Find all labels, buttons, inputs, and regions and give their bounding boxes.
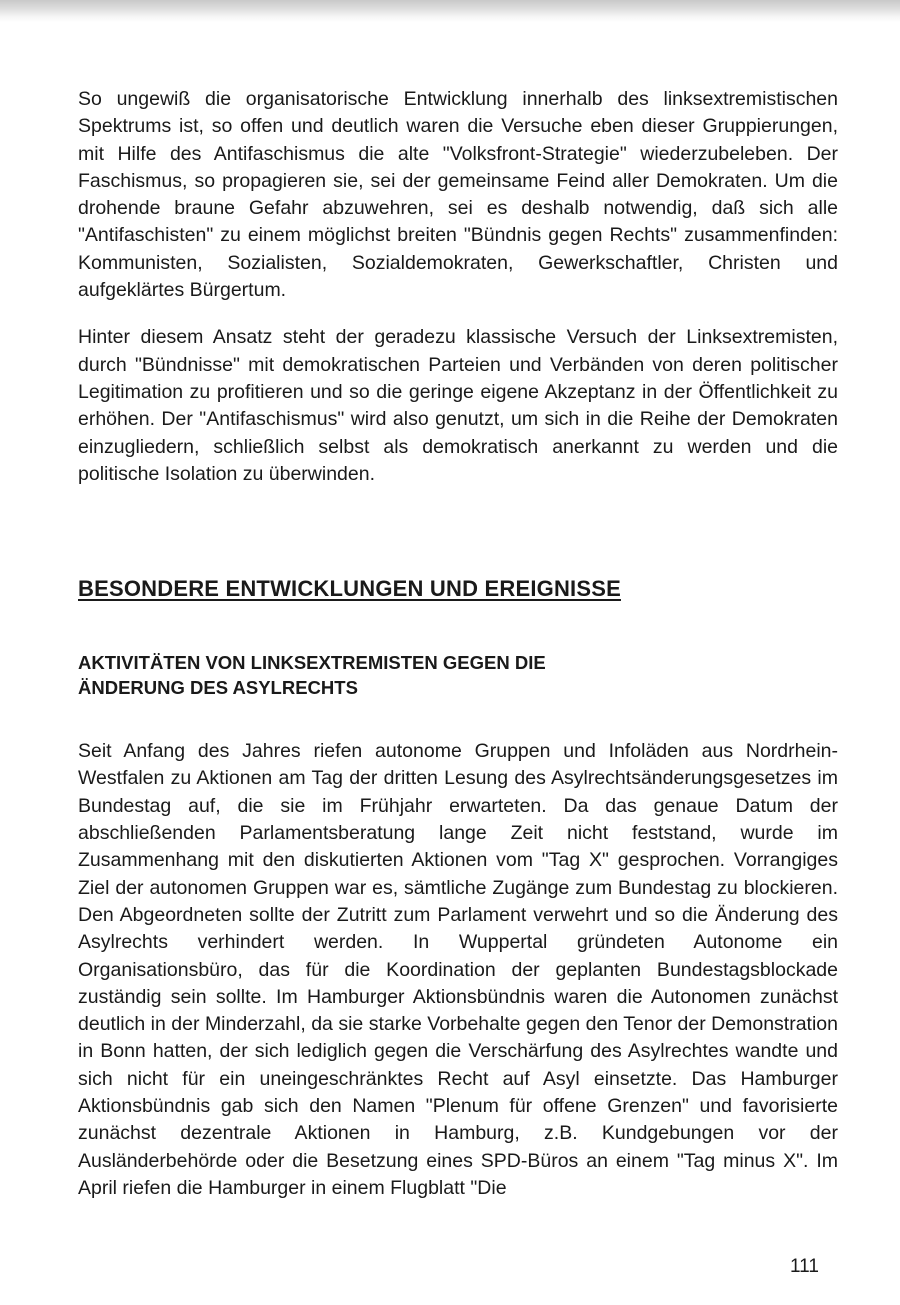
page-number: 111	[790, 1256, 819, 1277]
paragraph-alliances: Hinter diesem Ansatz steht der geradezu klassische Versuch der Linksextremisten, durch "Bündnisse" mit demokratischen Parteien und Verbänden von deren politischer Legitimation zu profitieren und so die geringe eigene Akzeptanz in der Öffentlichkeit zu erhöhen. Der "Antifaschismus" wird also genutzt, um sich in die Reihe der Demokraten einzugliedern, schließlich selbst als demokratisch anerkannt zu werden und die politische Isolation zu überwinden.	[78, 326, 838, 485]
paragraph-tag-x: Seit Anfang des Jahres riefen autonome Gruppen und Infoläden aus Nordrhein-Westfalen zu Aktionen am Tag der dritten Lesung des Asylrechtsänderungsgesetzes im Bundestag auf, die sie im Frühjahr erwarteten. Da das genaue Datum der abschließenden Parlamentsberatung lange Zeit nicht feststand, wurde im Zusammenhang mit den diskutierten Aktionen vom "Tag X" gesprochen. Vorrangiges Ziel der autonomen Gruppen war es, sämtliche Zugänge zum Bundestag zu blockieren. Den Abgeordneten sollte der Zutritt zum Parlament verwehrt und so die Änderung des Asylrechts verhindert werden. In Wuppertal gründeten Autonome ein Organisationsbüro, das für die Koordination der geplanten Bundestagsblockade zuständig sein sollte. Im Hamburger Aktionsbündnis waren die Autonomen zunächst deutlich in der Minderzahl, da sie starke Vorbehalte gegen den Tenor der Demonstration in Bonn hatten, der sich lediglich gegen die Verschärfung des Asylrechtes wandte und sich nicht für ein uneingeschränktes Recht auf Asyl einsetzte. Das Hamburger Aktionsbündnis gab sich den Namen "Plenum für offene Grenzen" und favorisierte zunächst dezentrale Aktionen in Hamburg, z.B. Kundgebungen vor der Ausländerbehörde oder die Besetzung eines SPD-Büros an einem "Tag minus X". Im April riefen die Hamburger in einem Flugblatt "Die	[78, 740, 838, 1199]
sub-heading: AKTIVITÄTEN VON LINKSEXTREMISTEN GEGEN DIE ÄNDERUNG DES ASYLRECHTS	[78, 652, 546, 699]
scan-top-edge	[0, 0, 900, 22]
document-page	[78, 86, 838, 1202]
paragraph-volksfront-strategy: So ungewiß die organisatorische Entwicklung innerhalb des linksextremistischen Spektrums ist, so offen und deutlich waren die Versuche eben dieser Gruppierungen, mit Hilfe des Antifaschismus die alte "Volksfront-Strategie" wiederzubeleben. Der Faschismus, so propagieren sie, sei der gemeinsame Feind aller Demokraten. Um die drohende braune Gefahr abzuwehren, sei es deshalb notwendig, daß sich alle "Antifaschisten" zu einem möglichst breiten "Bündnis gegen Rechts" zusammenfinden: Kommunisten, Sozialisten, Sozialdemokraten, Gewerkschaftler, Christen und aufgeklärtes Bürgertum.	[78, 88, 838, 302]
section-heading: BESONDERE ENTWICKLUNGEN UND EREIGNISSE	[78, 576, 621, 602]
